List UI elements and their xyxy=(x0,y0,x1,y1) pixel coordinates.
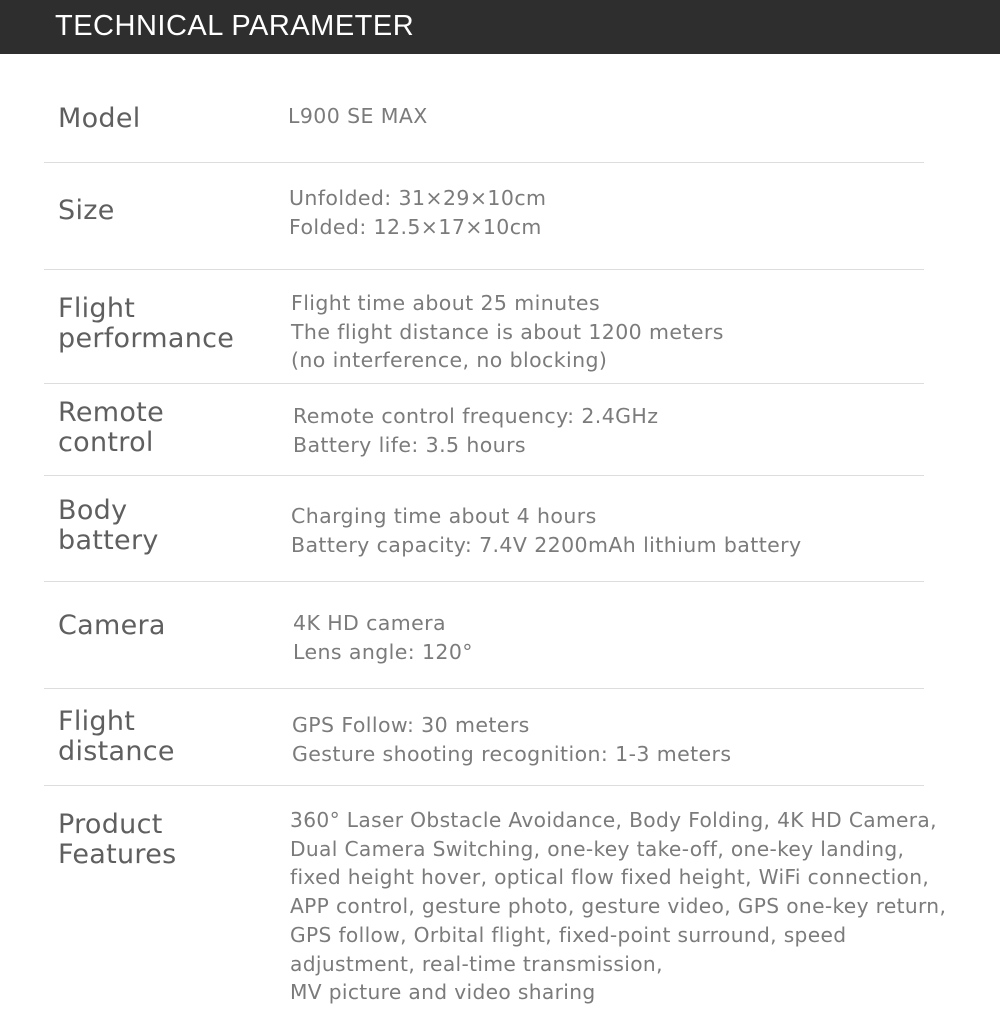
param-label-line: Product xyxy=(58,809,163,840)
param-value-line: Gesture shooting recognition: 1-3 meters xyxy=(292,741,732,766)
param-value-line: adjustment, real-time transmission, xyxy=(290,951,663,976)
param-label-size xyxy=(58,196,115,226)
param-value-remote-control xyxy=(293,402,658,459)
param-value-line: Dual Camera Switching, one-key take-off, one-key landing, xyxy=(290,836,905,861)
param-value-line: GPS Follow: 30 meters xyxy=(292,713,530,737)
row-divider xyxy=(44,581,924,582)
param-label-model xyxy=(58,104,141,134)
param-value-line: Folded: 12.5×17×10cm xyxy=(289,214,542,239)
param-value-camera xyxy=(293,609,473,666)
param-value-line: Lens angle: 120° xyxy=(293,639,473,664)
param-value-line: L900 SE MAX xyxy=(288,104,428,128)
param-label-line: Body xyxy=(58,495,128,526)
param-label-product-features xyxy=(58,810,177,870)
param-value-product-features xyxy=(290,806,946,1007)
param-value-line: 4K HD camera xyxy=(293,611,446,635)
param-label-line: distance xyxy=(58,736,175,767)
param-value-line: APP control, gesture photo, gesture video, GPS one-key return, xyxy=(290,894,947,919)
param-label-line: Size xyxy=(58,195,115,226)
param-value-model xyxy=(288,102,428,131)
row-divider xyxy=(44,162,924,163)
row-divider xyxy=(44,383,924,384)
page-title: TECHNICAL PARAMETER xyxy=(55,10,415,42)
param-value-line: Battery life: 3.5 hours xyxy=(293,432,526,457)
param-label-remote-control xyxy=(58,398,164,458)
param-label-camera xyxy=(58,611,166,641)
param-label-line: battery xyxy=(58,525,159,556)
row-divider xyxy=(44,688,924,689)
param-label-line: performance xyxy=(58,323,235,354)
row-divider xyxy=(44,475,924,476)
param-label-line: Flight xyxy=(58,706,136,737)
param-label-line: Flight xyxy=(58,293,136,324)
param-label-line: Camera xyxy=(58,610,166,641)
param-value-flight-distance xyxy=(292,711,731,768)
param-value-line: MV picture and video sharing xyxy=(290,980,596,1005)
row-divider xyxy=(44,269,924,270)
param-label-flight-performance xyxy=(58,294,234,354)
param-label-line: Model xyxy=(58,103,141,134)
param-value-line: 360° Laser Obstacle Avoidance, Body Folding, 4K HD Camera, xyxy=(290,808,937,832)
param-value-body-battery xyxy=(291,502,802,559)
param-value-size xyxy=(289,184,546,241)
param-label-line: Remote xyxy=(58,397,164,428)
param-value-line: Remote control frequency: 2.4GHz xyxy=(293,404,659,428)
header-bar xyxy=(0,0,1000,54)
param-label-flight-distance xyxy=(58,707,175,767)
param-label-line: control xyxy=(58,427,154,458)
param-value-line: (no interference, no blocking) xyxy=(291,348,608,373)
row-divider xyxy=(44,785,924,786)
param-value-line: Unfolded: 31×29×10cm xyxy=(289,186,547,210)
param-value-line: Flight time about 25 minutes xyxy=(291,291,601,315)
param-value-line: Charging time about 4 hours xyxy=(291,504,597,528)
param-value-line: GPS follow, Orbital flight, fixed-point surround, speed xyxy=(290,922,847,947)
param-value-line: fixed height hover, optical flow fixed height, WiFi connection, xyxy=(290,865,930,890)
param-label-body-battery xyxy=(58,496,159,556)
param-value-line: The flight distance is about 1200 meters xyxy=(291,319,724,344)
param-value-flight-performance xyxy=(291,289,724,375)
param-value-line: Battery capacity: 7.4V 2200mAh lithium battery xyxy=(291,532,802,557)
param-label-line: Features xyxy=(58,839,177,870)
